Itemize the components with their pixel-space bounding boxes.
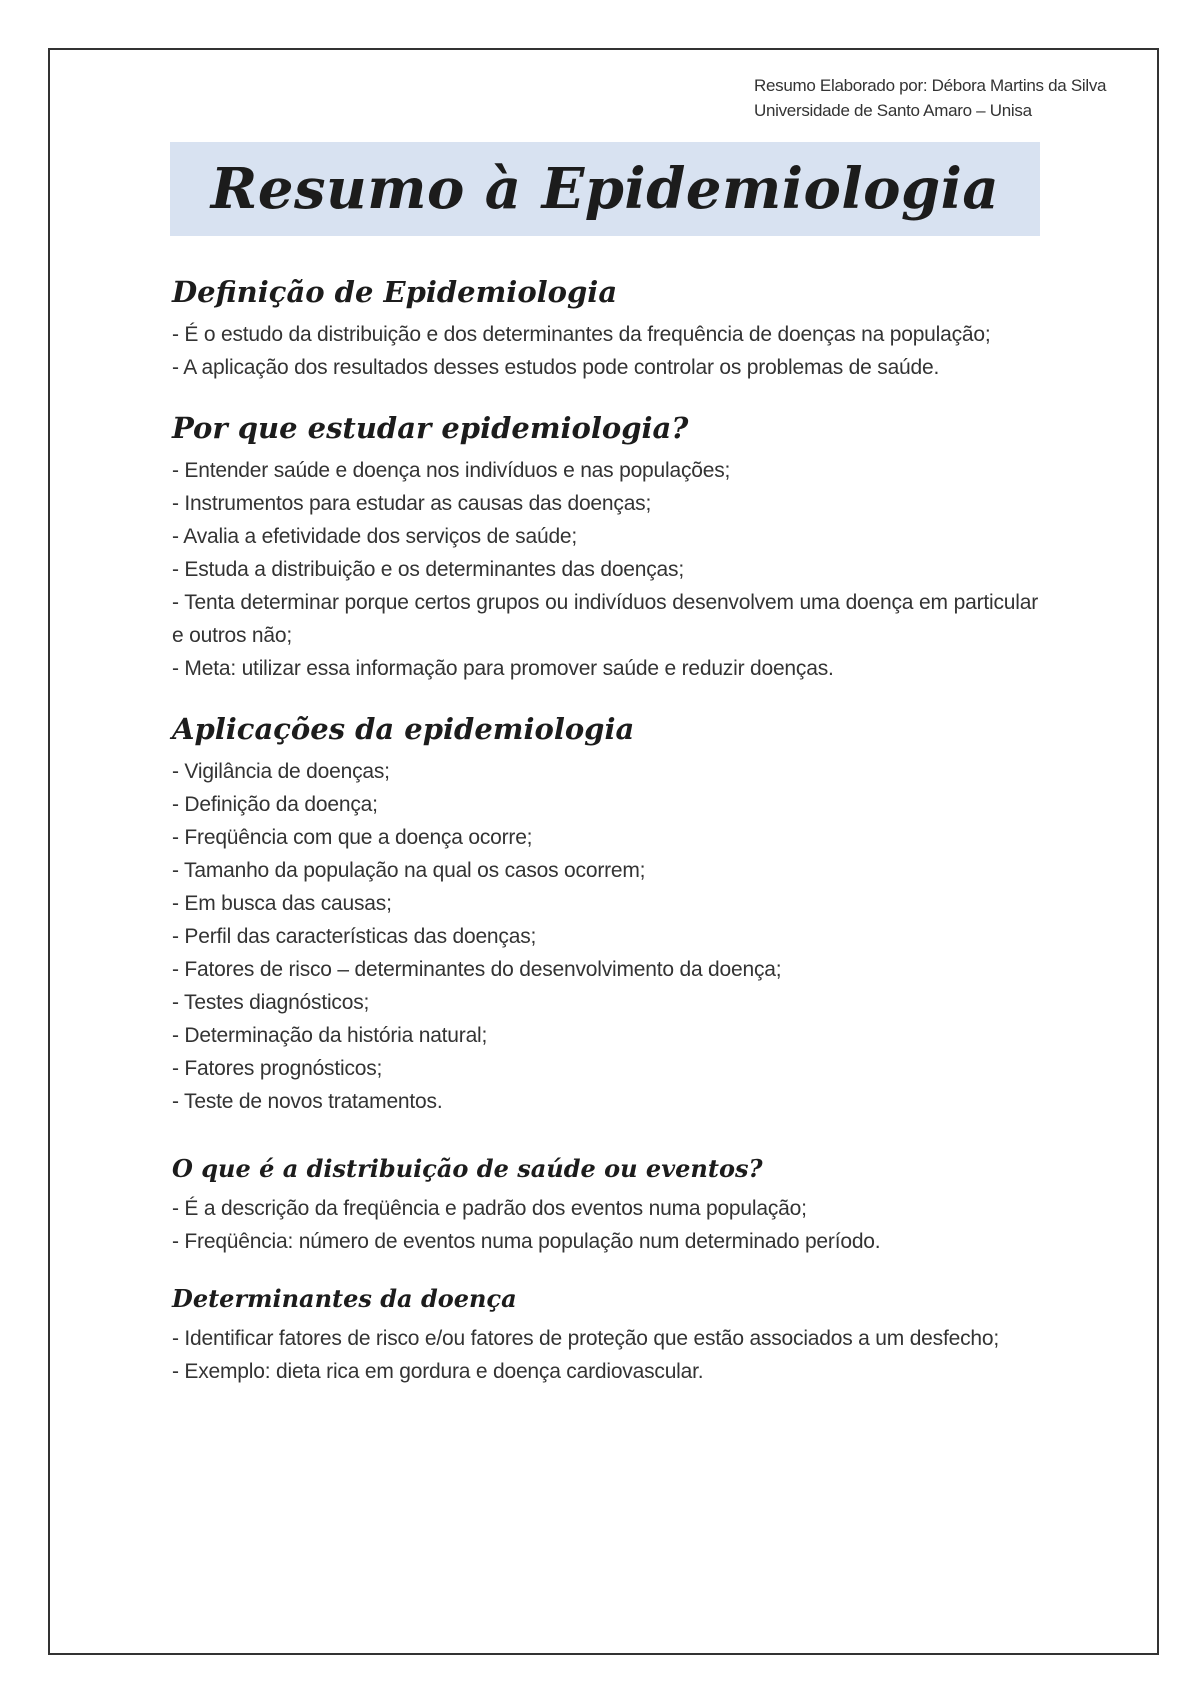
university-line: Universidade de Santo Amaro – Unisa [754, 101, 1032, 120]
document-body [172, 272, 1038, 1412]
list-item: - Testes diagnósticos; [172, 991, 370, 1014]
section-heading: Por que estudar epidemiologia? [172, 411, 689, 445]
list-item: - Estuda a distribuição e os determinantes das doenças; [172, 558, 684, 581]
list-item: - Teste de novos tratamentos. [172, 1090, 443, 1113]
list-item: - Vigilância de doenças; [172, 760, 390, 783]
list-item: - Instrumentos para estudar as causas das doenças; [172, 492, 652, 515]
list-item: - Meta: utilizar essa informação para promover saúde e reduzir doenças. [172, 657, 834, 680]
list-item: - Exemplo: dieta rica em gordura e doença cardiovascular. [172, 1360, 704, 1383]
list-item: - Perfil das características das doenças; [172, 925, 537, 948]
list-item: - A aplicação dos resultados desses estudos pode controlar os problemas de saúde. [172, 356, 940, 379]
section-why-study [172, 408, 1038, 685]
section-heading: Aplicações da epidemiologia [172, 712, 635, 746]
section-heading: Determinantes da doença [172, 1284, 517, 1313]
list-item: - Avalia a efetividade dos serviços de saúde; [172, 525, 578, 548]
section-heading: O que é a distribuição de saúde ou eventos? [172, 1154, 763, 1183]
list-item: - Tenta determinar porque certos grupos ou indivíduos desenvolvem uma doença em particular e outros não; [172, 591, 1038, 647]
author-line: Resumo Elaborado por: Débora Martins da Silva [754, 76, 1107, 95]
page-title: Resumo à Epidemiologia [210, 156, 1000, 222]
list-item: - Freqüência: número de eventos numa população num determinado período. [172, 1230, 881, 1253]
list-item: - É o estudo da distribuição e dos determinantes da frequência de doenças na população; [172, 323, 991, 346]
list-item: - Fatores prognósticos; [172, 1057, 383, 1080]
author-note [754, 73, 1154, 123]
section-heading: Definição de Epidemiologia [172, 275, 618, 309]
list-item: - Fatores de risco – determinantes do desenvolvimento da doença; [172, 958, 782, 981]
list-item: - Determinação da história natural; [172, 1024, 488, 1047]
list-item: - É a descrição da freqüência e padrão dos eventos numa população; [172, 1197, 807, 1220]
section-distribution [172, 1152, 1038, 1258]
section-determinants [172, 1282, 1038, 1388]
section-definition [172, 272, 1038, 384]
title-banner [170, 142, 1040, 236]
list-item: - Entender saúde e doença nos indivíduos e nas populações; [172, 459, 731, 482]
list-item: - Em busca das causas; [172, 892, 392, 915]
list-item: - Freqüência com que a doença ocorre; [172, 826, 533, 849]
list-item: - Tamanho da população na qual os casos ocorrem; [172, 859, 646, 882]
list-item: - Identificar fatores de risco e/ou fatores de proteção que estão associados a um desfecho; [172, 1327, 999, 1350]
list-item: - Definição da doença; [172, 793, 378, 816]
section-applications [172, 709, 1038, 1118]
